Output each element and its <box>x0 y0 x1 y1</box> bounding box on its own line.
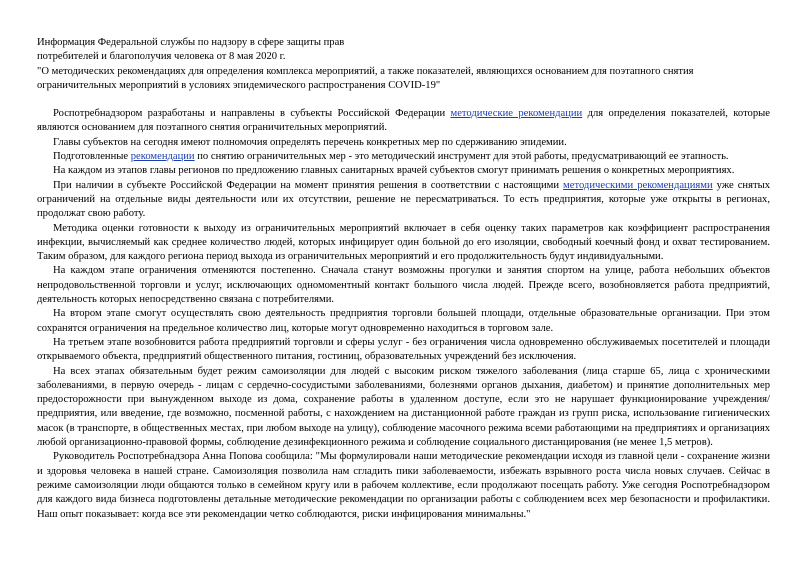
paragraph-9: На третьем этапе возобновится работа предприятий торговли и сферы услуг - без ограничения числа одновременно обслуживаемых посетителей и площади открываемого объекта, предприятий общественного питания, гостиниц, образовательных учреждений без исключения. <box>37 336 770 363</box>
recommendations-link[interactable]: рекомендации <box>130 151 195 163</box>
paragraph-3 <box>37 150 770 164</box>
paragraph-4: На каждом из этапов главы регионов по предложению главных санитарных врачей субъектов смогут принимать решения о конкретных мероприятиях. <box>53 165 735 177</box>
paragraph-7: На каждом этапе ограничения отменяются постепенно. Сначала станут возможны прогулки и занятия спортом на улице, работа небольших объектов непродовольственной торговли и услуг, исключающих одномоментный контакт большого числа людей. Прежде всего, возобновляется работа предприятий, деятельность которых непосредственно связана с потребителями. <box>37 265 770 306</box>
paragraph-1 <box>37 107 770 136</box>
paragraph-6: Методика оценки готовности к выходу из ограничительных мероприятий включает в себя оценку таких параметров как коэффициент распространения инфекции, вычисляемый как среднее количество людей, которых инфицирует один больной до его изоляции, свободный коечный фонд и охват тестированием. Таким образом, для каждого региона период выхода из ограничительных мероприятий и его продолжительность будут индивидуальными. <box>37 222 770 263</box>
paragraph-5-text-after: уже снятых ограничений на отдельные виды деятельности или их отсутствии, решение не пересматриваться. То есть предприятия, которые уже открыты в регионах, продолжат свою работу. <box>37 179 771 220</box>
paragraph-3-text-before: Подготовленные <box>53 151 131 163</box>
header-line-4: ограничительных мероприятий в условиях эпидемического распространения COVID-19" <box>37 79 441 91</box>
paragraph-2: Главы субъектов на сегодня имеют полномочия определять перечень конкретных мер по сдерживанию эпидемии. <box>53 136 567 148</box>
document-body <box>37 107 770 522</box>
paragraph-3-text-after: по снятию ограничительных мер - это методический инструмент для этой работы, предусматривающий ее этапность. <box>194 151 729 163</box>
header-line-3: "О методических рекомендациях для определения комплекса мероприятий, а также показателей, являющихся основанием для поэтапного снятия <box>37 65 694 77</box>
header-spacer <box>37 93 770 107</box>
methodical-recommendations-link-2[interactable]: методическими рекомендациями <box>563 179 713 191</box>
document-page <box>37 36 770 522</box>
paragraph-11: Руководитель Роспотребнадзора Анна Попова сообщила: "Мы формулировали наши методические рекомендации исходя из главной цели - сохранение жизни и здоровья человека в нашей стране. Самоизоляция позволила нам сгладить пики заболеваемости, избежать взрывного роста числа новых случаев. Сейчас в режиме самоизоляции люди общаются только в семейном кругу или в рабочем коллективе, если продолжают посещать работу. Уже сегодня Роспотребнадзором для каждого вида бизнеса подготовлены детальные методические рекомендации по организации работы с соблюдением всех мер безопасности и профилактики. Наш опыт показывает: когда все эти рекомендации четко соблюдаются, риски инфицирования минимальны." <box>37 451 770 520</box>
paragraph-1-text-before: Роспотребнадзором разработаны и направлены в субъекты Российской Федерации <box>53 108 451 120</box>
paragraph-8: На втором этапе смогут осуществлять свою деятельность предприятия торговли большей площади, отдельные образовательные организации. При этом сохранятся ограничения на предельное количество лиц, которые могут одновременно находиться в торговом зале. <box>37 308 770 334</box>
methodical-recommendations-link[interactable]: методические рекомендации <box>450 108 583 120</box>
paragraph-1-text-after: для определения показателей, которые являются основанием для поэтапного снятия ограничительных мероприятий. <box>37 108 770 134</box>
header-line-1: Информация Федеральной службы по надзору в сфере защиты прав <box>37 37 345 48</box>
paragraph-5 <box>37 179 770 222</box>
paragraph-10: На всех этапах обязательным будет режим самоизоляции для людей с высоким риском тяжелого заболевания (лица старше 65, лица с хроническими заболеваниями, в первую очередь - лицам с сердечно-сосудистыми заболеваниями, болезнями органов дыхания, диабетом) и принятие дополнительных мер предосторожности при вынужденном выходе из дома, сохранение работы в удаленном доступе, если это не нарушает функционирование учреждения/предприятия, или введение, где возможно, посменной работы, с нахождением на дистанционной работе граждан из групп риска, использование гигиенических масок (в транспорте, в общественных местах, при любом выходе на улицу), соблюдение масочного режима всеми работающими на предприятиях и организациях любой организационно-правовой формы, соблюдение дезинфекционного режима и соблюдение социального дистанцирования (не менее 1,5 метров). <box>37 365 770 449</box>
paragraph-5-text-before: При наличии в субъекте Российской Федерации на момент принятия решения в соответствии с настоящими <box>53 179 564 191</box>
document-header <box>37 36 770 93</box>
header-line-2: потребителей и благополучия человека от 8 мая 2020 г. <box>37 51 286 63</box>
